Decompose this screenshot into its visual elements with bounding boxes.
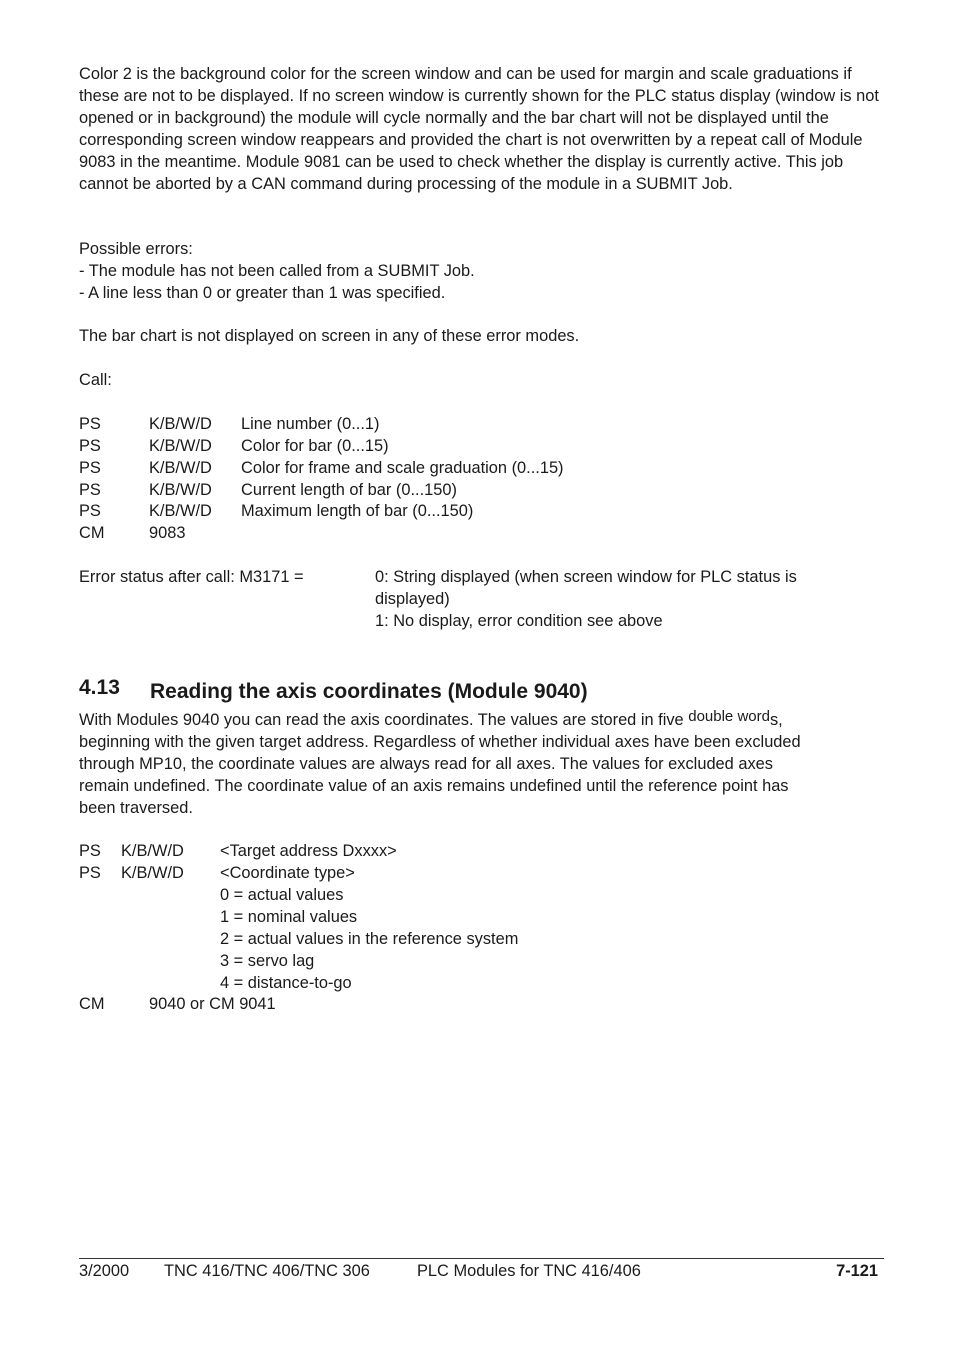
call-op: PS — [79, 437, 101, 455]
module-cm-desc: 9040 or CM 9041 — [149, 995, 276, 1013]
call-desc: Line number (0...1) — [241, 415, 380, 433]
module-op: PS — [79, 842, 101, 860]
coord-type: 1 = nominal values — [220, 908, 358, 926]
call-desc: Maximum length of bar (0...150) — [241, 502, 474, 520]
section-para-text: With Modules 9040 you can read the axis coordinates. The values are stored in five — [79, 711, 689, 729]
error-item: - The module has not been called from a SUBMIT Job. — [79, 262, 475, 280]
call-op: PS — [79, 415, 101, 433]
module-cm-op: CM — [79, 995, 105, 1013]
coord-type: 2 = actual values in the reference system — [220, 930, 519, 948]
module-type: K/B/W/D — [121, 864, 184, 882]
footer-date: 3/2000 — [79, 1262, 130, 1280]
call-type: K/B/W/D — [149, 481, 212, 499]
call-label: Call: — [79, 371, 112, 389]
section-para-text: s, — [769, 711, 783, 729]
module-desc: <Target address Dxxxx> — [220, 842, 397, 860]
section-para-line: beginning with the given target address. Regardless of whether individual axes have been excluded — [79, 733, 801, 751]
section-para-line: been traversed. — [79, 799, 193, 817]
section-para-line: through MP10, the coordinate values are always read for all axes. The values for excluded axes — [79, 755, 773, 773]
coord-type: 0 = actual values — [220, 886, 344, 904]
call-type: 9083 — [149, 524, 186, 542]
module-desc: <Coordinate type> — [220, 864, 355, 882]
call-type: K/B/W/D — [149, 437, 212, 455]
section-para-line: remain undefined. The coordinate value of an axis remains undefined until the reference point has — [79, 777, 789, 795]
module-type: K/B/W/D — [121, 842, 184, 860]
error-status-label: Error status after call: M3171 = — [79, 568, 304, 586]
module-op: PS — [79, 864, 101, 882]
intro-paragraph: Color 2 is the background color for the screen window and can be used for margin and scale graduations if these are not to be displayed. If no screen window is currently shown for the PLC status display (window is not opened or in background) the module will cycle normally and the bar chart will not be displayed until the corresponding screen window reappears and provided the chart is not overwritten by a repeat call of Module 9083 in the meantime. Module 9081 can be used to check whether the display is currently active. This job cannot be aborted by a CAN command during processing of the module in a SUBMIT Job. — [79, 65, 879, 193]
coord-type: 3 = servo lag — [220, 952, 315, 970]
error-item: - A line less than 0 or greater than 1 was specified. — [79, 284, 446, 302]
footer-models: TNC 416/TNC 406/TNC 306 — [164, 1262, 370, 1280]
errors-title: Possible errors: — [79, 240, 193, 258]
section-para-first-line — [79, 709, 783, 732]
footer-manual: PLC Modules for TNC 416/406 — [417, 1262, 641, 1280]
call-desc: Color for frame and scale graduation (0...15) — [241, 459, 564, 477]
section-title: Reading the axis coordinates (Module 9040) — [150, 680, 588, 703]
call-desc: Color for bar (0...15) — [241, 437, 389, 455]
call-type: K/B/W/D — [149, 502, 212, 520]
section-number: 4.13 — [79, 676, 120, 699]
call-op: PS — [79, 502, 101, 520]
footer-rule — [79, 1258, 884, 1259]
coord-type: 4 = distance-to-go — [220, 974, 352, 992]
error-status-line: displayed) — [375, 590, 450, 608]
call-op: PS — [79, 459, 101, 477]
footer-page-number: 7-121 — [836, 1262, 878, 1280]
section-para-sup: double word — [688, 708, 770, 725]
no-display-note: The bar chart is not displayed on screen in any of these error modes. — [79, 327, 580, 345]
error-status-line: 0: String displayed (when screen window for PLC status is — [375, 568, 797, 586]
call-op: CM — [79, 524, 105, 542]
call-desc: Current length of bar (0...150) — [241, 481, 457, 499]
call-op: PS — [79, 481, 101, 499]
call-type: K/B/W/D — [149, 459, 212, 477]
call-type: K/B/W/D — [149, 415, 212, 433]
error-status-line: 1: No display, error condition see above — [375, 612, 663, 630]
